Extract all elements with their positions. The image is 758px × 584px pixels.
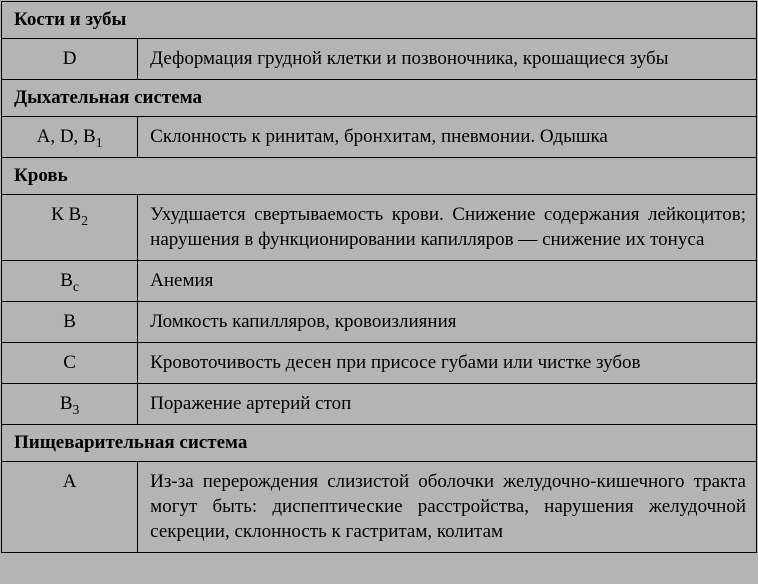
section-heading-digestive: Пищеварительная система xyxy=(2,425,757,462)
vitamin-code-cell xyxy=(2,117,138,158)
vitamin-code-text: В xyxy=(60,270,73,291)
table-section-row xyxy=(2,2,757,39)
table-section-row xyxy=(2,80,757,117)
table-row xyxy=(2,39,757,80)
vitamin-code-cell: D xyxy=(2,39,138,80)
symptom-description-cell: Склонность к ринитам, бронхитам, пневмонии. Одышка xyxy=(138,117,757,158)
table-section-row xyxy=(2,425,757,462)
vitamin-code-text: К В xyxy=(51,204,82,225)
table-section-row xyxy=(2,158,757,195)
vitamin-deficiency-table-container xyxy=(0,1,758,584)
vitamin-code-text: В xyxy=(59,393,73,414)
table-row xyxy=(2,117,757,158)
vitamin-code-cell xyxy=(2,302,138,343)
table-row xyxy=(2,195,757,261)
symptom-description-cell: Из-за перерождения слизистой оболочки желудочно-кишечного тракта могут быть: диспептические расстройства, нарушения желудочной секреции, склонность к гастритам, колитам xyxy=(138,462,757,553)
symptom-description-cell: Кровоточивость десен при присосе губами или чистке зубов xyxy=(138,343,757,384)
section-heading-blood: Кровь xyxy=(2,158,757,195)
table-row xyxy=(2,302,757,343)
vitamin-code-cell xyxy=(2,195,138,261)
table-row xyxy=(2,343,757,384)
vitamin-code-cell xyxy=(2,261,138,302)
table-row xyxy=(2,462,757,553)
vitamin-code-cell: А xyxy=(2,462,138,553)
vitamin-code-subscript: с xyxy=(72,278,79,294)
symptom-description-cell: Ломкость капилляров, кровоизлияния xyxy=(138,302,757,343)
symptom-description-cell: Поражение артерий стоп xyxy=(138,384,757,425)
section-heading-bones-teeth: Кости и зубы xyxy=(2,2,757,39)
vitamin-deficiency-table xyxy=(1,1,757,553)
vitamin-code-cell xyxy=(2,343,138,384)
vitamin-code-cell xyxy=(2,384,138,425)
symptom-description-cell: Деформация грудной клетки и позвоночника, крошащиеся зубы xyxy=(138,39,757,80)
vitamin-code-subscript: 1 xyxy=(95,134,103,150)
symptom-description-cell: Ухудшается свертываемость крови. Снижение содержания лейкоцитов; нарушения в функционировании капилляров — снижение их тонуса xyxy=(138,195,757,261)
symptom-description-cell: Анемия xyxy=(138,261,757,302)
vitamin-code-subscript: 2 xyxy=(81,212,89,228)
table-row xyxy=(2,384,757,425)
table-row xyxy=(2,261,757,302)
table-body xyxy=(2,2,757,553)
section-heading-respiratory: Дыхательная система xyxy=(2,80,757,117)
vitamin-code-text: С xyxy=(63,352,76,373)
vitamin-code-text: В xyxy=(63,311,76,332)
vitamin-code-text: A, D, B xyxy=(36,126,96,147)
vitamin-code-subscript: 3 xyxy=(72,401,80,417)
